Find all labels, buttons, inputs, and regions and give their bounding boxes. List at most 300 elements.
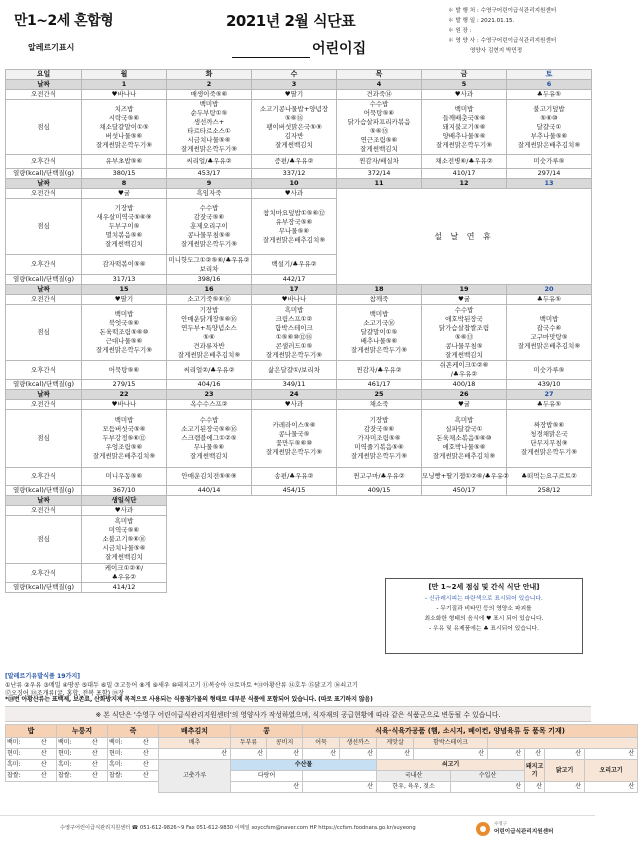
beef-domestic: 국내산 [377, 771, 451, 782]
menu-notice: ※ 본 식단은 '수영구 어린이급식관리지원센터'의 영양사가 작성하였으며, 식자재의 공급현황에 따라 같은 식품군으로 변동될 수 있습니다. [5, 706, 591, 722]
menu-item: 실파달걀국① [445, 425, 483, 433]
date-cell: 11 [337, 179, 422, 189]
origin-value: 산 [414, 749, 488, 760]
origin-blank [6, 782, 159, 793]
pm-snack-label: 오후간식 [6, 361, 82, 380]
menu-item: 수수밥 [369, 100, 389, 108]
origin-table [5, 724, 638, 793]
menu-item: 견과류자반 [193, 341, 225, 350]
pm-snack-item: 씨리얼/♣우유② [186, 157, 232, 165]
lunch-label: 점심 [6, 199, 82, 255]
menu-item: 기장밥 [114, 204, 134, 212]
kcal-value: 367/10 [82, 486, 167, 496]
am-snack: ♣두유⑤ [507, 295, 592, 305]
center-name-blank[interactable] [232, 44, 310, 58]
pm-snack [82, 361, 167, 380]
pm-snack-item: 찐고구마/♣우유② [353, 472, 405, 480]
pm-snack [167, 155, 252, 169]
menu-item: 잘게썬백김치 [105, 553, 143, 561]
pm-snack [337, 361, 422, 380]
menu-item: 채소달걀말이①⑤ [99, 122, 149, 131]
kcal-value: 297/14 [507, 169, 592, 179]
seafood-origin: 산 [231, 782, 303, 793]
center-name-field[interactable] [232, 38, 366, 58]
am-snack: ♥귤 [82, 189, 167, 199]
menu-title: 2021년 2월 식단표 [226, 12, 356, 30]
pm-snack [252, 255, 337, 275]
am-snack: ♥사과 [82, 506, 167, 516]
lunch-menu [167, 305, 252, 361]
page-header [0, 0, 595, 68]
menu-item: 연두부+특양념소스 [181, 323, 237, 332]
menu-item: 잘게썬맑은깍두기⑨ [95, 140, 153, 149]
date-cell: 12 [422, 179, 507, 189]
menu-item: 생선까스+ [193, 118, 225, 126]
menu-item: 백미밥 [454, 104, 474, 113]
am-snack-label: 오전간식 [6, 189, 82, 199]
menu-item: 잘게썬백김치 [360, 145, 398, 153]
menu-item: 잘게썬맑은깍두기⑨ [180, 240, 238, 248]
date-cell: 13 [507, 179, 592, 189]
date-cell: 9 [167, 179, 252, 189]
am-snack: 견과죽⑭ [337, 90, 422, 100]
pm-snack [507, 361, 592, 380]
menu-item: 카레라이스⑤⑥ [272, 420, 316, 429]
kcal-value: 349/11 [252, 380, 337, 390]
nurungji-origin: 산 [83, 738, 108, 749]
day-header: 토 [507, 70, 592, 80]
menu-item: 시금치나물⑤⑥ [102, 544, 146, 552]
menu-item: 멸치볶음⑤⑥ [105, 231, 143, 239]
origin-sub-empty [488, 738, 638, 749]
menu-item: 단무지무침⑨ [530, 438, 568, 447]
menu-item: 흑미밥 [454, 416, 474, 424]
rice-type: 흑미: [108, 760, 134, 771]
page-footer [0, 815, 595, 841]
am-snack: 흑임자죽 [167, 189, 252, 199]
date-cell: 15 [82, 285, 167, 295]
rice-origin: 산 [134, 749, 159, 760]
menu-item: 애호박나물⑤⑥ [442, 443, 486, 451]
lunch-menu [252, 100, 337, 155]
lunch-menu [422, 305, 507, 361]
menu-item: 가자미조림⑤⑥ [357, 434, 401, 442]
rice-type: 흑미: [57, 760, 83, 771]
porridge-type: 백미: [108, 738, 134, 749]
weekly-menu-table [5, 69, 592, 593]
lunch-menu [167, 100, 252, 155]
kcal-value: 409/15 [337, 486, 422, 496]
kcal-value: 400/18 [422, 380, 507, 390]
menu-item: 버섯나물⑤⑥ [105, 131, 143, 140]
rice-type: 현미: [108, 749, 134, 760]
pm-snack [82, 155, 167, 169]
menu-item: 들깨배춧국⑤⑥ [442, 113, 486, 122]
origin-value: 산 [377, 749, 414, 760]
am-snack: 매생이죽⑤⑥ [167, 90, 252, 100]
kcal-value: 372/14 [337, 169, 422, 179]
rice-type: 현미: [6, 749, 32, 760]
lunch-menu [82, 516, 167, 564]
publisher-meta [448, 6, 556, 56]
menu-item: 시락국⑤⑥ [108, 113, 140, 122]
day-header-label: 요일 [6, 70, 82, 80]
origin-head-rice: 밥 [6, 725, 57, 738]
menu-item: 잘게썬맑은깍두기⑨ [265, 447, 323, 456]
lunch-menu [82, 410, 167, 468]
pm-snack [507, 155, 592, 169]
menu-item: 잘게썬맑은깍두기⑨ [435, 140, 493, 149]
kcal-value: 404/16 [167, 380, 252, 390]
menu-item: 안매운닭개장⑤⑥⑯ [181, 314, 237, 323]
pm-snack [337, 468, 422, 486]
pm-snack [337, 155, 422, 169]
allergy-legend-line: ⑰오징어 ⑱조개류(굴, 홍합, 전복 포함) ⑲잣 [5, 690, 125, 697]
rice-type: 흑미: [6, 760, 32, 771]
menu-item: 순두부탕①⑤ [190, 109, 228, 117]
origin-sub: 배추 [159, 738, 231, 749]
duck-origin: 산 [585, 782, 638, 793]
lunch-menu [507, 305, 592, 361]
am-snack: ♥바나나 [82, 90, 167, 100]
meta-line: ＊ 발 행 처 : 수영구어린이급식관리지원센터 [448, 8, 557, 14]
origin-value: 산 [303, 749, 340, 760]
duck-head: 오리고기 [585, 760, 638, 782]
date-cell: 26 [422, 390, 507, 400]
lunch-menu [507, 100, 592, 155]
menu-item: 기장밥 [199, 305, 219, 314]
pm-snack-item: 백설기/♣우유② [271, 260, 317, 268]
menu-item: ⑤⑥ [203, 332, 215, 341]
pm-snack-item: ♣우유② [111, 573, 137, 581]
holiday-block: 설 날 연 휴 [337, 189, 592, 285]
kcal-value: 414/12 [82, 583, 167, 593]
date-cell: 24 [252, 390, 337, 400]
beef-imported: 수입산 [451, 771, 525, 782]
menu-item: ①⑤⑥⑩⑫⑯ [275, 332, 313, 341]
pm-snack [167, 361, 252, 380]
guide-line: - 무기질과 비타민 등의 영양소 파괴를 [436, 606, 532, 612]
menu-item: 잘게썬맑은배추김치⑨ [177, 350, 241, 359]
menu-item: 유부장국⑤⑥ [275, 217, 313, 226]
day-header: 수 [252, 70, 337, 80]
menu-item: 연근조림⑤⑥ [360, 136, 398, 144]
lunch-label: 점심 [6, 100, 82, 155]
menu-item: 타르타르소스① [187, 127, 231, 135]
kcal-value: 279/15 [82, 380, 167, 390]
origin-value: 산 [585, 749, 638, 760]
am-snack: ♥바나나 [252, 295, 337, 305]
menu-item: 치즈밥 [114, 104, 134, 113]
pm-snack-item: 미숫가루⑤ [533, 157, 565, 165]
pm-snack [252, 361, 337, 380]
origin-head-porridge: 죽 [108, 725, 159, 738]
menu-item: 잘게썬백김치 [445, 350, 483, 359]
menu-item: 팽이버섯맑은국⑤⑨ [266, 122, 322, 131]
origin-head-nurungji: 누룽지 [57, 725, 108, 738]
date-label: 날짜 [6, 80, 82, 90]
menu-item: 백미밥 [199, 100, 219, 108]
date-cell: 19 [422, 285, 507, 295]
pm-snack [422, 155, 507, 169]
pm-snack-item: 미니우동⑤⑥ [105, 472, 143, 480]
am-snack: ♥사과 [422, 90, 507, 100]
date-cell: 4 [337, 80, 422, 90]
pm-snack [82, 255, 167, 275]
lunch-label: 점심 [6, 410, 82, 468]
pm-snack-item: 쉬폰케이크①②⑥ [439, 361, 489, 369]
beef-head: 쇠고기 [377, 760, 525, 771]
lunch-menu [337, 305, 422, 361]
am-snack: ♥귤 [422, 295, 507, 305]
date-cell: 23 [167, 390, 252, 400]
date-cell: 3 [252, 80, 337, 90]
beef-imported-origin: 산 [451, 782, 525, 793]
rice-origin: 산 [83, 760, 108, 771]
logo-region: 수영구 [494, 822, 508, 827]
am-snack: ♥귤 [422, 400, 507, 410]
menu-item: 꽃만두⑤⑥⑩ [275, 438, 313, 447]
origin-sub: 콩비지 [267, 738, 303, 749]
date-cell: 2 [167, 80, 252, 90]
am-snack: 참깨죽 [337, 295, 422, 305]
kcal-label: 열량(kcal)/단백질(g) [6, 583, 82, 593]
menu-item: 잘게썬백김치 [105, 240, 143, 248]
kcal-value: 317/13 [82, 275, 167, 285]
am-snack: 옥수수스프② [167, 400, 252, 410]
menu-item: 북엇국⑤⑥ [108, 319, 140, 327]
pm-snack-item: 케이크①②⑥/ [104, 564, 144, 572]
origin-head-kimchi: 배추김치 [159, 725, 231, 738]
rice-type: 찹쌀: [108, 771, 134, 782]
date-cell: 22 [82, 390, 167, 400]
menu-item: 미역줄기볶음⑤⑥ [354, 443, 404, 451]
menu-item: 잘게썬백김치 [275, 140, 313, 149]
menu-item: 콘샐러드①⑤ [275, 341, 313, 350]
guide-line: 최소화한 형태의 음식에 ♥ 표시 되어 있습니다. [424, 616, 544, 622]
pm-snack-item: /♣우유② [450, 370, 478, 378]
menu-item: 수수밥 [199, 416, 219, 424]
seafood-origin: 산 [303, 782, 377, 793]
am-snack: ♥바나나 [82, 400, 167, 410]
date-cell: 20 [507, 285, 592, 295]
center-suffix: 어린이집 [312, 41, 367, 57]
menu-item: 콩나물무침⑤ [445, 341, 483, 350]
menu-item: 흑미밥 [284, 305, 304, 314]
menu-item: 돼지불고기⑤⑥ [442, 122, 486, 131]
menu-item: 잘게썬맑은배추김치⑨ [517, 341, 581, 350]
lunch-menu [422, 410, 507, 468]
menu-item: 백미밥 [114, 310, 134, 318]
kcal-label: 열량(kcal)/단백질(g) [6, 486, 82, 496]
menu-item: 돈육채소볶음⑤⑥⑩ [436, 434, 492, 442]
day-header: 화 [167, 70, 252, 80]
am-snack: ♥딸기 [252, 90, 337, 100]
meta-line: ＊ 원 장 : [448, 28, 472, 34]
menu-item: 소고기된장국⑤⑥⑯ [181, 425, 237, 433]
kcal-value: 410/17 [422, 169, 507, 179]
origin-value: 산 [525, 749, 545, 760]
origin-value: 산 [545, 749, 585, 760]
origin-sub: 생선까스 [340, 738, 377, 749]
pm-snack-item: 찐감자/배실차 [359, 157, 399, 165]
origin-sub: 두부류 [231, 738, 267, 749]
menu-item: 함박스테이크 [275, 323, 313, 332]
origin-sub: 게맛살 [377, 738, 414, 749]
date-cell: 17 [252, 285, 337, 295]
menu-item: 잘게썬맑은깍두기⑨ [350, 452, 408, 460]
menu-item: 크림스프①② [275, 314, 313, 323]
menu-item: 무나물⑤⑥ [278, 226, 310, 235]
menu-item: 불고기덮밥 [533, 104, 565, 113]
day-header: 월 [82, 70, 167, 80]
menu-guide-box [385, 578, 583, 654]
menu-item: 양배추나물⑤⑥ [442, 131, 486, 140]
allergy-legend-title: [알레르기유발식품 19가지] [5, 673, 81, 680]
kcal-value: 398/16 [167, 275, 252, 285]
date-cell: 16 [167, 285, 252, 295]
am-snack: ♥사과 [252, 189, 337, 199]
pm-snack-item: 송편/♣우유② [274, 472, 314, 480]
menu-item: 참치마요덮밥①⑤⑥⑫ [263, 208, 325, 217]
rice-origin: 산 [83, 771, 108, 782]
menu-item: 돈육떡조림⑤⑥⑩ [99, 328, 149, 336]
am-snack: ♣두유⑤ [507, 400, 592, 410]
menu-item: 애호박된장국 [445, 314, 483, 323]
date-cell: 6 [507, 80, 592, 90]
nurungji-type: 백미: [57, 738, 83, 749]
menu-item: 고구마맛탕⑤ [530, 332, 568, 341]
menu-item: 배추나물⑤⑥ [360, 337, 398, 345]
menu-item: 잘게썬맑은깍두기⑨ [350, 346, 408, 354]
center-logo-icon [476, 822, 490, 836]
lunch-menu [252, 199, 337, 255]
seafood-item: 다랑어 [231, 771, 303, 782]
menu-item: 어묵탕⑤⑥ [363, 109, 395, 117]
pm-snack-item: 모닝빵+딸기잼①②⑥/♣우유② [422, 472, 510, 480]
kcal-label: 열량(kcal)/단백질(g) [6, 169, 82, 179]
rice-type: 찹쌀: [57, 771, 83, 782]
kcal-value: 440/14 [167, 486, 252, 496]
menu-item: 부추나물⑤⑥ [530, 131, 568, 140]
date-cell: 1 [82, 80, 167, 90]
origin-value: 산 [267, 749, 303, 760]
pm-snack-item: 씨리얼②/♣우유② [183, 365, 235, 374]
origin-sub: 어묵 [303, 738, 340, 749]
menu-item: 두부강정⑤⑥⑫ [102, 434, 146, 442]
guide-line: - 신규레시피는 파란색으로 표시되어 있습니다. [425, 596, 543, 602]
date-label: 날짜 [6, 390, 82, 400]
meta-line: ＊ 발 행 일 : 2021.01.15. [448, 18, 515, 24]
menu-item: 감잣국⑤⑥ [193, 213, 225, 221]
menu-item: 두부구이⑤ [108, 222, 140, 230]
rice-type: 현미: [57, 749, 83, 760]
seafood-item-empty [303, 771, 377, 782]
pm-snack-item: 삶은달걀①/보리차 [268, 365, 320, 374]
kcal-value: 380/15 [82, 169, 167, 179]
menu-item: 무나물⑤⑥ [193, 443, 225, 451]
am-snack: 채소죽 [337, 400, 422, 410]
pm-snack [252, 155, 337, 169]
pm-snack [167, 255, 252, 275]
sulfite-note: *⑬번 아황산류는 표백제, 보존료, 산화방지제 목적으로 사용되는 식품첨가물의 형태로 대부분 식품에 포함되어 있습니다. (따로 표기하지 않음) [5, 696, 373, 703]
day-header: 목 [337, 70, 422, 80]
rice-origin: 산 [32, 760, 57, 771]
kcal-value: 453/17 [167, 169, 252, 179]
rice-origin: 산 [134, 771, 159, 782]
pm-snack-label: 오후간식 [6, 155, 82, 169]
footer-contact: 수영구어린이급식관리지원센터 ☎ 051-612-9826~9 Fax 051-612-9830 이메일 soyccfsm@naver.com HP https://ccfsm.foodnara.go.kr/suyeong [60, 825, 416, 831]
chicken-origin: 산 [545, 782, 585, 793]
meta-line: ＊ 영 양 사 : 수영구어린이급식관리지원센터 [448, 38, 557, 44]
menu-item: 소고기콩나물밥+양념장 [259, 104, 329, 113]
lunch-menu [507, 410, 592, 468]
lunch-menu [252, 305, 337, 361]
lunch-menu [82, 305, 167, 361]
menu-item: 잘게썬맑은깍두기⑨ [95, 346, 153, 354]
origin-sub: 함박스테이크 [414, 738, 488, 749]
origin-head-bean: 콩 [231, 725, 303, 738]
menu-item: 백미밥 [114, 416, 134, 424]
menu-item: 닭가슴살파프리카볶음 [347, 118, 411, 126]
am-snack-label: 오전간식 [6, 506, 82, 516]
lunch-menu [337, 410, 422, 468]
menu-item: ⑤⑥⑮ [369, 127, 389, 135]
pork-head: 돼지고기 [525, 760, 545, 782]
allergy-legend-line: ①난류 ②우유 ③메밀 ④땅콩 ⑤대두 ⑥밀 ⑦고등어 ⑧게 ⑨새우 ⑩돼지고기 ⑪복숭아 ⑫토마토 *⑬아황산류 ⑭호두 ⑮닭고기 ⑯쇠고기 [5, 682, 358, 689]
pm-snack-label: 오후간식 [6, 255, 82, 275]
lunch-menu [82, 100, 167, 155]
rice-type: 찹쌀: [6, 771, 32, 782]
age-group-title: 만1~2세 혼합형 [14, 13, 114, 29]
pm-snack-item: 미니핫도그①②⑤⑥/♣우유② [168, 255, 250, 264]
allergy-label: 알레르기표시 [28, 43, 75, 52]
lunch-menu [422, 100, 507, 155]
menu-item: 흑미밥 [114, 517, 134, 525]
date-cell: 27 [507, 390, 592, 400]
pm-snack-label: 오후간식 [6, 468, 82, 486]
date-cell: 25 [337, 390, 422, 400]
pm-snack [422, 468, 510, 486]
pm-snack-item: 어묵탕⑤⑥ [108, 365, 140, 374]
menu-item: 잡국수⑥ [536, 323, 562, 332]
menu-item: 수수밥 [454, 305, 474, 314]
kcal-label: 열량(kcal)/단백질(g) [6, 275, 82, 285]
date-label: 날짜 [6, 285, 82, 295]
chicken-head: 닭고기 [545, 760, 585, 782]
menu-item: 청경채맑은국 [530, 429, 568, 438]
menu-item: 훈제오리구이 [190, 222, 228, 230]
menu-item: 달걀국① [536, 122, 562, 131]
logo-name: 어린이급식관리지원센터 [494, 829, 554, 835]
am-snack: ♥딸기 [82, 295, 167, 305]
kcal-value: 454/15 [252, 486, 337, 496]
menu-item: 잘게썬맑은깍두기⑨ [265, 350, 323, 359]
pm-snack-label: 오후간식 [6, 564, 82, 583]
menu-item: 수수밥 [199, 204, 219, 212]
menu-item: ⑤⑥⑯ [284, 113, 304, 122]
pm-snack [252, 468, 337, 486]
menu-item: 모듬버섯국⑤⑥ [102, 425, 146, 433]
menu-item: 우엉조림⑤⑥ [105, 443, 143, 451]
menu-item: 잘게썬맑은배추김치⑨ [92, 452, 156, 460]
menu-item: 백미밥 [539, 314, 559, 323]
pm-snack-item: 증편/♣우유② [274, 157, 314, 165]
date-label: 날짜 [6, 179, 82, 189]
pepper-head: 고춧가루 [159, 760, 231, 793]
meta-line: 영양사 김현지 박민정 [470, 48, 523, 54]
rice-origin: 산 [32, 749, 57, 760]
